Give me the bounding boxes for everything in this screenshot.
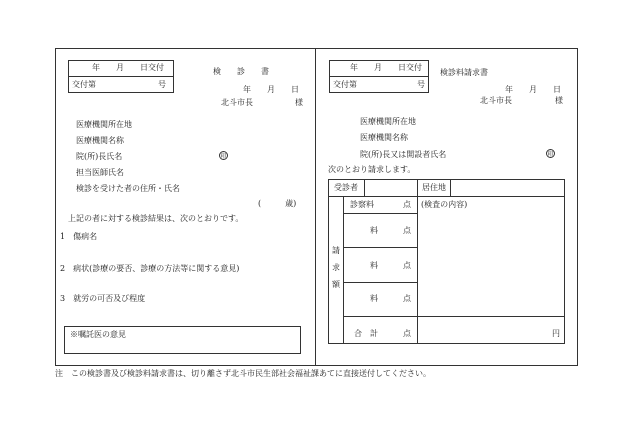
- left-addressee-suffix: 様: [295, 98, 303, 107]
- fee-row-unit: 点: [403, 261, 411, 270]
- left-field-location: 医療機関所在地: [76, 120, 132, 129]
- left-item-diagnosis: 1 傷病名: [60, 232, 98, 241]
- total-unit: 点: [403, 329, 411, 338]
- address-label: 居住地: [422, 183, 446, 192]
- left-item-condition: 2 病状(診療の要否、診療の方法等に関する意見): [60, 264, 240, 273]
- fee-row-unit: 点: [403, 294, 411, 303]
- fee-row-label: 料: [370, 261, 378, 270]
- right-issue-no-suffix: 号: [417, 80, 425, 89]
- left-intro: 上記の者に対する検診結果は、次のとおりです。: [68, 214, 244, 223]
- total-label: 合 計: [354, 329, 378, 338]
- left-issue-no-label: 交付第: [72, 80, 96, 89]
- left-title: 検 診 書: [213, 67, 269, 76]
- left-date-line: 年 月 日: [243, 85, 299, 94]
- yen-label: 円: [552, 329, 560, 338]
- fee-row-unit: 点: [403, 226, 411, 235]
- fee-row-label: 診察料: [350, 200, 374, 209]
- claim-vertical-3: 額: [332, 280, 340, 289]
- center-divider: [315, 48, 316, 366]
- right-issue-no-label: 交付第: [333, 80, 357, 89]
- footnote: 注 この検診書及び検診料請求書は、切り離さず北斗市民生部社会福祉課あてに直接送付してください。: [55, 369, 431, 378]
- right-addressee-suffix: 様: [555, 96, 563, 105]
- fee-row-label: 料: [370, 294, 378, 303]
- right-field-location: 医療機関所在地: [360, 117, 416, 126]
- right-field-director: 院(所)長又は開設者氏名: [360, 150, 447, 159]
- right-date-line: 年 月 日: [505, 85, 561, 94]
- left-field-patient: 検診を受けた者の住所・氏名: [76, 184, 180, 193]
- fee-row-label: 料: [370, 226, 378, 235]
- left-field-name: 医療機関名称: [76, 136, 124, 145]
- claim-text: 次のとおり請求します。: [328, 165, 416, 174]
- left-age: ( 歳): [258, 199, 297, 208]
- left-item-work: 3 就労の可否及び程度: [60, 294, 146, 303]
- fee-row-unit: 点: [403, 200, 411, 209]
- left-issue-no-suffix: 号: [158, 80, 166, 89]
- right-field-name: 医療機関名称: [360, 133, 408, 142]
- left-field-doctor: 担当医師氏名: [76, 168, 124, 177]
- left-addressee: 北斗市長: [221, 98, 253, 107]
- right-issue-date: 年 月 日交付: [350, 63, 422, 72]
- right-seal-icon: 印: [547, 151, 554, 158]
- patient-label: 受診者: [334, 183, 358, 192]
- right-addressee: 北斗市長: [480, 96, 512, 105]
- left-seal-icon: 印: [220, 153, 227, 160]
- claim-vertical-2: 求: [332, 263, 340, 272]
- claim-vertical-1: 請: [332, 246, 340, 255]
- commission-label: ※嘱託医の意見: [70, 330, 126, 339]
- left-field-director: 院(所)長氏名: [76, 152, 123, 161]
- exam-content-label: (検査の内容): [421, 200, 468, 209]
- left-issue-date: 年 月 日交付: [92, 63, 164, 72]
- right-title: 検診料請求書: [440, 68, 488, 77]
